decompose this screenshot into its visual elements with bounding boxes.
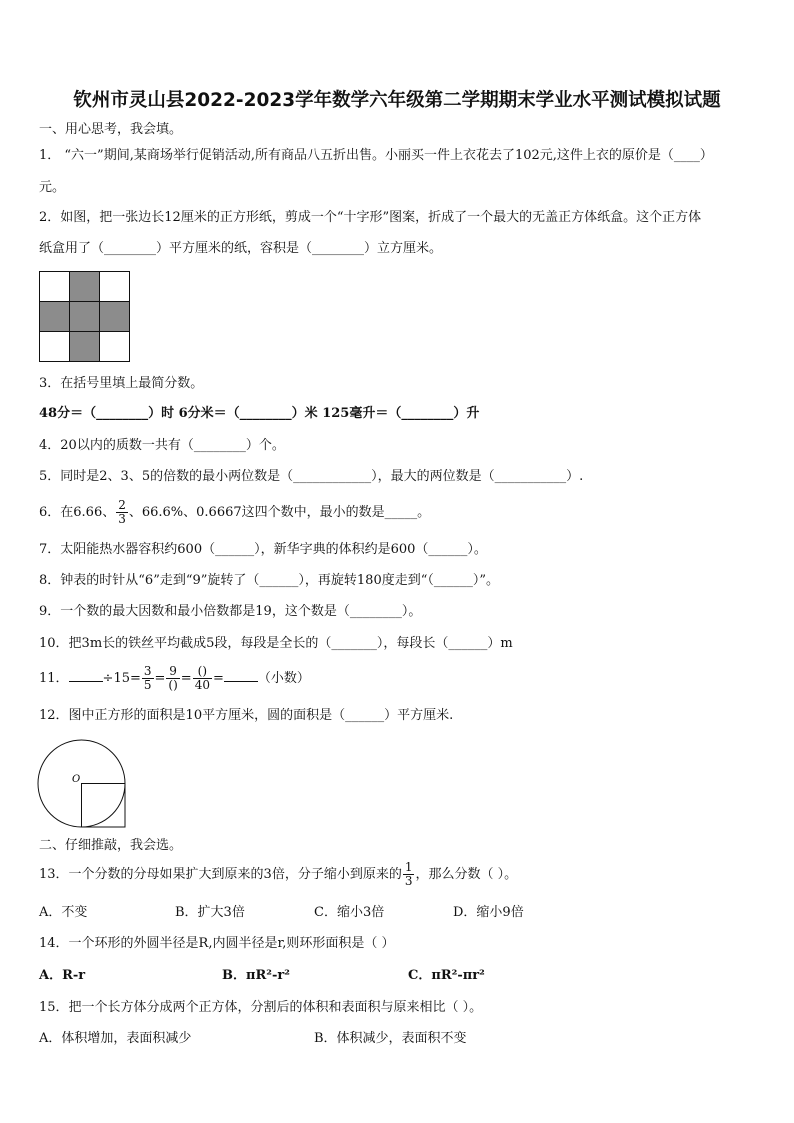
question-13 xyxy=(39,856,517,894)
fraction-denominator: () xyxy=(168,678,178,692)
question-4: 4．20以内的质数一共有（________）个。 xyxy=(39,438,285,453)
fraction-denominator: 3 xyxy=(118,512,126,526)
question-7: 7．太阳能热水器容积约600（______），新华字典的体积约是600（______）。 xyxy=(39,542,487,557)
question-5: 5．同时是2、3、5的倍数的最小两位数是（____________），最大的两位数是（___________）. xyxy=(39,469,584,484)
equals-sign: = xyxy=(180,671,192,686)
fraction-denominator: 3 xyxy=(404,874,413,888)
fraction-blank-40 xyxy=(193,665,212,692)
question-9: 9．一个数的最大因数和最小倍数都是19，这个数是（________）。 xyxy=(39,604,422,619)
question-6-after: 、66.6%、0.6667这四个数中，最小的数是_____。 xyxy=(128,505,431,520)
answer-blank xyxy=(69,669,103,682)
fraction-numerator: () xyxy=(193,665,212,679)
division-text: ÷15= xyxy=(102,671,141,686)
question-11 xyxy=(39,662,310,696)
q15-option-a[interactable]: A．体积增加，表面积减少 xyxy=(39,1031,192,1046)
fraction-numerator: 9 xyxy=(166,665,179,679)
decimal-note: （小数） xyxy=(257,671,310,686)
q14-option-b[interactable]: B．πR²-r² xyxy=(222,968,290,983)
q14-option-a[interactable]: A．R-r xyxy=(39,968,86,983)
q15-option-b[interactable]: B．体积减少，表面积不变 xyxy=(314,1031,467,1046)
question-10: 10．把3m长的铁丝平均截成5段，每段是全长的（_______），每段长（______）m xyxy=(39,636,513,651)
fraction-one-third xyxy=(403,861,415,888)
q14-option-c[interactable]: C．πR²-πr² xyxy=(408,968,485,983)
q13-option-b[interactable]: B．扩大3倍 xyxy=(175,905,245,920)
fraction-numerator: 2 xyxy=(118,498,126,512)
q13-option-d[interactable]: D．缩小9倍 xyxy=(453,905,524,920)
cross-horizontal-bar xyxy=(39,301,129,331)
question-2-line-1: 2．如图，把一张边长12厘米的正方形纸，剪成一个“十字形”图案，折成了一个最大的无盖正方体纸盒。这个正方体 xyxy=(39,210,702,225)
q13-option-a[interactable]: A．不变 xyxy=(39,905,88,920)
equals-sign: = xyxy=(154,671,166,686)
question-6 xyxy=(39,496,430,530)
fraction-denominator: 40 xyxy=(194,678,210,692)
question-11-number: 11． xyxy=(39,671,69,686)
fraction-denominator: 5 xyxy=(143,678,152,692)
section-2-heading: 二、仔细推敲，我会选。 xyxy=(39,838,183,853)
cross-shape-figure xyxy=(39,271,131,363)
question-3-line-1: 3．在括号里填上最简分数。 xyxy=(39,376,204,391)
equals-sign: = xyxy=(212,671,224,686)
square xyxy=(82,784,126,828)
fraction-3-5 xyxy=(142,665,154,692)
question-1-line-2: 元。 xyxy=(39,180,66,195)
fraction-two-thirds xyxy=(116,499,128,526)
question-3-line-2: 48分＝（________）时 6分米＝（________）米 125毫升＝（________）升 xyxy=(39,406,480,421)
question-15: 15．把一个长方体分成两个正方体，分割后的体积和表面积与原来相比（ ）。 xyxy=(39,1000,483,1015)
question-14: 14．一个环形的外圆半径是R,内圆半径是r,则环形面积是（ ） xyxy=(39,936,395,951)
fraction-numerator: 1 xyxy=(404,860,413,874)
q13-option-c[interactable]: C．缩小3倍 xyxy=(314,905,385,920)
question-1-line-1: 1． “六一”期间,某商场举行促销活动,所有商品八五折出售。小丽买一件上衣花去了102元,这件上衣的原价是（____） xyxy=(39,148,713,163)
section-1-heading: 一、用心思考，我会填。 xyxy=(39,122,183,137)
question-13-before: 13．一个分数的分母如果扩大到原来的3倍，分子缩小到原来的 xyxy=(39,867,402,882)
question-8: 8．钟表的时针从“6”走到“9”旋转了（______），再旋转180度走到“（______）”。 xyxy=(39,573,500,588)
question-6-before: 6．在6.66、 xyxy=(39,505,116,520)
center-label: O xyxy=(72,774,81,785)
circle-square-figure xyxy=(36,738,128,830)
fraction-9-blank xyxy=(166,665,179,692)
fraction-numerator: 3 xyxy=(143,664,152,678)
page-title: 钦州市灵山县2022-2023学年数学六年级第二学期期末学业水平测试模拟试题 xyxy=(73,90,721,111)
question-2-line-2: 纸盒用了（________）平方厘米的纸，容积是（________）立方厘米。 xyxy=(39,241,443,256)
answer-blank xyxy=(224,669,258,682)
question-13-after: ，那么分数（ ）。 xyxy=(415,867,518,882)
question-12: 12．图中正方形的面积是10平方厘米，圆的面积是（______）平方厘米. xyxy=(39,708,454,723)
